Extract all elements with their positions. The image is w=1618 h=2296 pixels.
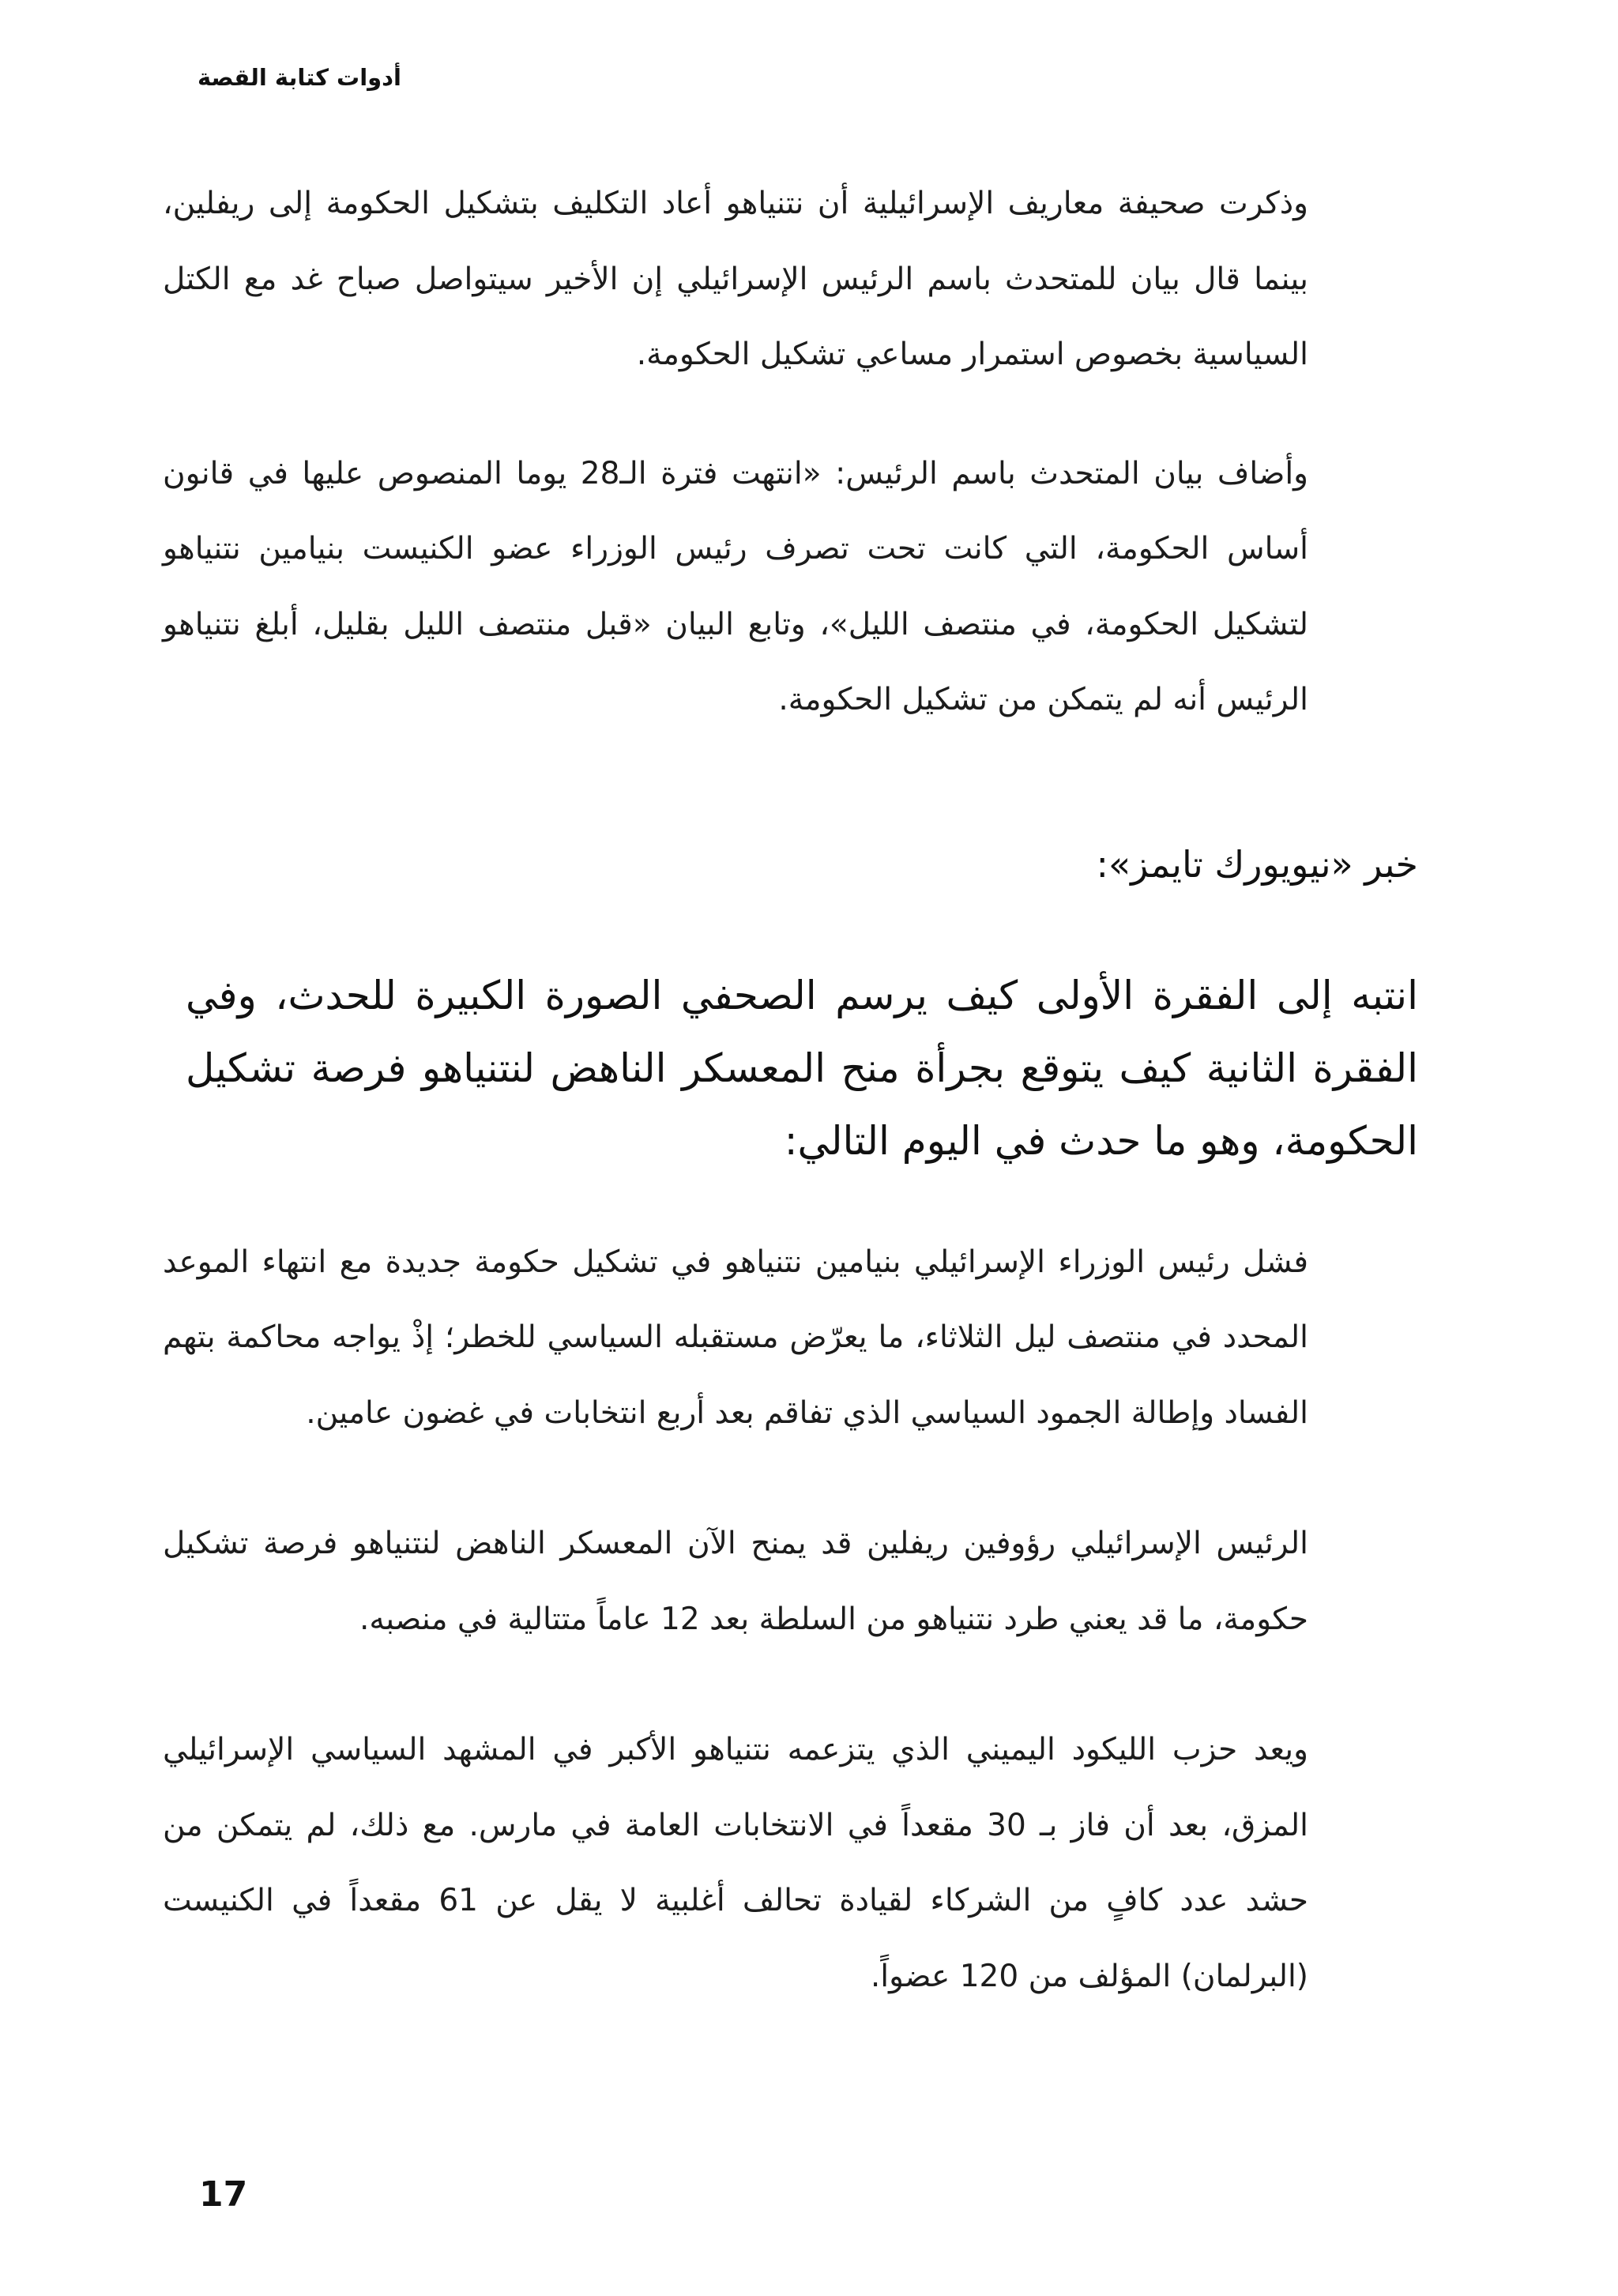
quote-paragraph: ويعد حزب الليكود اليميني الذي يتزعمه نتنياهو الأكبر في المشهد السياسي الإسرائيلي المزق، بعد أن فاز بـ 30 مقعداً في الانتخابات العامة في مارس. مع ذلك، لم يتمكن من حشد عدد كافٍ من الشركاء لقيادة تحالف أغلبية لا يقل عن 61 مقعداً في الكنيست (البرلمان) المؤلف من 120 عضواً.	[163, 1732, 1309, 1994]
author-commentary: انتبه إلى الفقرة الأولى كيف يرسم الصحفي الصورة الكبيرة للحدث، وفي الفقرة الثانية كيف يتوقع بجرأة منح المعسكر الناهض لنتنياهو فرصة تشكيل الحكومة، وهو ما حدث في اليوم التالي:	[186, 972, 1418, 1164]
section-subheading: خبر «نيويورك تايمز»:	[1096, 842, 1418, 886]
quote-paragraph: وذكرت صحيفة معاريف الإسرائيلية أن نتنياهو أعاد التكليف بتشكيل الحكومة إلى ريفلين، بينما قال بيان للمتحدث باسم الرئيس الإسرائيلي إن الأخير سيتواصل صباح غد مع الكتل السياسية بخصوص استمرار مساعي تشكيل الحكومة.	[163, 186, 1308, 372]
quote-paragraph: الرئيس الإسرائيلي رؤوفين ريفلين قد يمنح الآن المعسكر الناهض لنتنياهو فرصة تشكيل حكومة، ما قد يعني طرد نتنياهو من السلطة بعد 12 عاماً متتالية في منصبه.	[163, 1526, 1308, 1637]
news-excerpt-1	[163, 166, 1420, 738]
running-header: أدوات كتابة القصة	[197, 64, 401, 91]
page-body	[163, 166, 1420, 2014]
quote-paragraph: فشل رئيس الوزراء الإسرائيلي بنيامين نتنياهو في تشكيل حكومة جديدة مع انتهاء الموعد المحدد في منتصف ليل الثلاثاء، ما يعرّض مستقبله السياسي للخطر؛ إذْ يواجه محاكمة بتهم الفساد وإطالة الجمود السياسي الذي تفاقم بعد أربع انتخابات في غضون عامين.	[163, 1244, 1308, 1431]
page-number: 17	[199, 2174, 248, 2215]
quote-paragraph: وأضاف بيان المتحدث باسم الرئيس: «انتهت فترة الـ28 يوما المنصوص عليها في قانون أساس الحكومة، التي كانت تحت تصرف رئيس الوزراء عضو الكنيست بنيامين نتنياهو لتشكيل الحكومة، في منتصف الليل»، وتابع البيان «قبل منتصف الليل بقليل، أبلغ نتنياهو الرئيس أنه لم يتمكن من تشكيل الحكومة.	[163, 455, 1308, 717]
news-excerpt-2	[163, 1225, 1420, 2015]
